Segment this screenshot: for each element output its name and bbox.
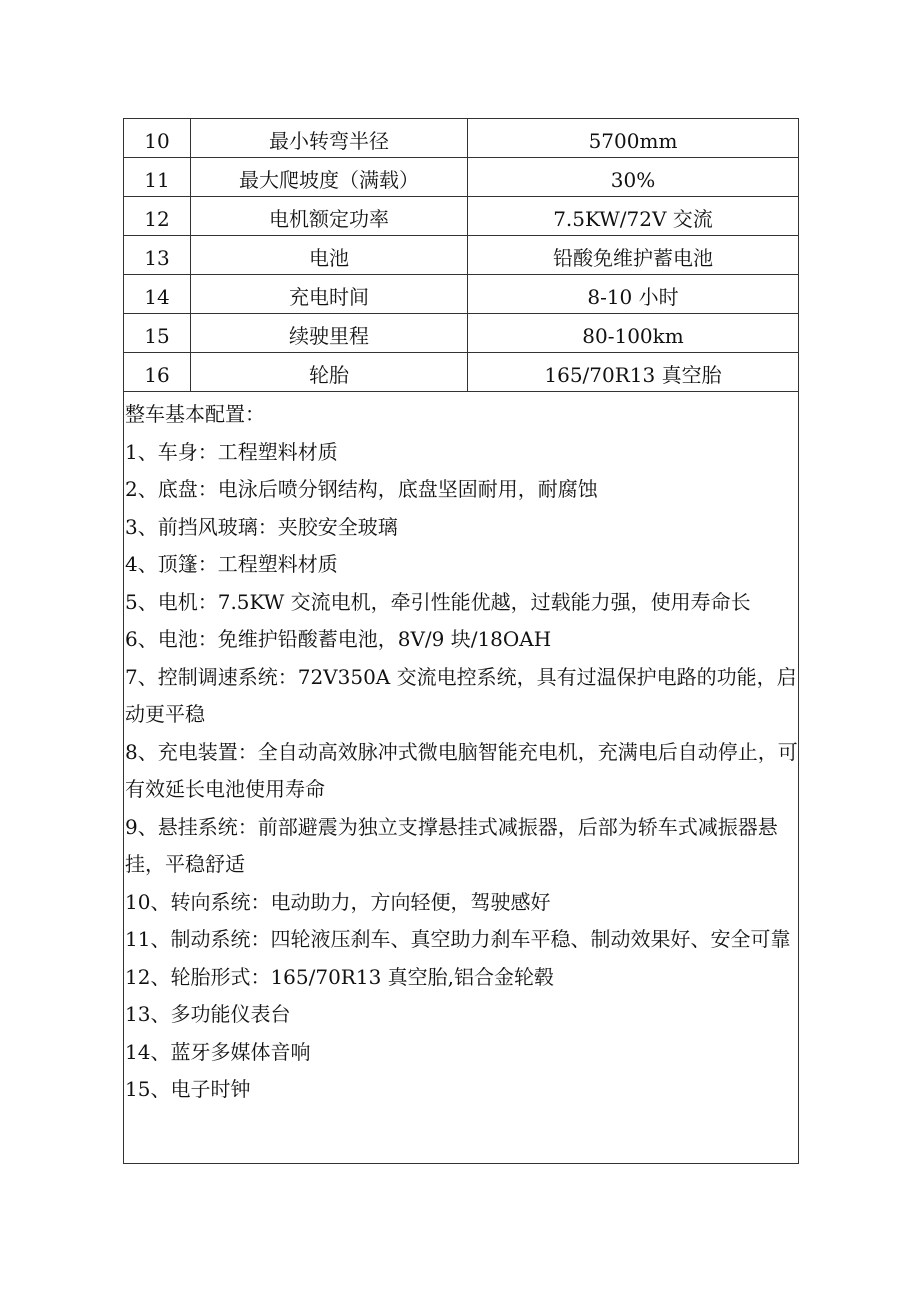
table-row xyxy=(124,353,798,392)
config-item: 12、轮胎形式：165/70R13 真空胎,铝合金轮毂 xyxy=(125,964,555,989)
table-row xyxy=(124,197,798,236)
row-item-name: 最大爬坡度（满载） xyxy=(191,158,468,197)
config-item: 11、制动系统：四轮液压刹车、真空助力刹车平稳、制动效果好、安全可靠 xyxy=(125,927,791,951)
config-item: 6、电池：免维护铅酸蓄电池，8V/9 块/18OAH xyxy=(125,627,552,651)
config-item: 4、顶篷：工程塑料材质 xyxy=(125,552,338,576)
config-item: 15、电子时钟 xyxy=(125,1077,251,1101)
table-row xyxy=(124,314,798,353)
row-item-value: 5700mm xyxy=(468,119,799,158)
table-row xyxy=(124,158,798,197)
row-number: 13 xyxy=(124,236,191,275)
config-item: 10、转向系统：电动助力，方向轻便，驾驶感好 xyxy=(125,889,551,914)
row-item-value: 80-100km xyxy=(468,314,799,353)
row-item-value: 165/70R13 真空胎 xyxy=(468,353,799,392)
table-row xyxy=(124,275,798,314)
row-item-value: 30% xyxy=(468,158,799,197)
config-item: 13、多功能仪表台 xyxy=(125,1002,291,1026)
config-heading: 整车基本配置： xyxy=(125,402,265,426)
config-item: 7、控制调速系统：72V350A 交流电控系统，具有过温保护电路的功能，启动更平稳 xyxy=(125,664,797,726)
row-number: 10 xyxy=(124,119,191,158)
config-item: 3、前挡风玻璃：夹胶安全玻璃 xyxy=(125,514,398,539)
row-item-value: 铅酸免维护蓄电池 xyxy=(468,236,799,275)
row-item-name: 最小转弯半径 xyxy=(191,119,468,158)
row-item-name: 电机额定功率 xyxy=(191,197,468,236)
row-number: 15 xyxy=(124,314,191,353)
row-number: 11 xyxy=(124,158,191,197)
config-item: 9、悬挂系统：前部避震为独立支撑悬挂式减振器，后部为轿车式减振器悬挂，平稳舒适 xyxy=(125,814,778,876)
row-item-name: 续驶里程 xyxy=(191,314,468,353)
table-row xyxy=(124,119,798,158)
row-item-value: 8-10 小时 xyxy=(468,275,799,314)
config-item: 8、充电装置：全自动高效脉冲式微电脑智能充电机，充满电后自动停止，可有效延长电池使用寿命 xyxy=(125,739,798,801)
config-item: 14、蓝牙多媒体音响 xyxy=(125,1039,311,1064)
row-number: 14 xyxy=(124,275,191,314)
spec-document xyxy=(123,118,799,1164)
config-item: 2、底盘：电泳后喷分钢结构，底盘坚固耐用，耐腐蚀 xyxy=(125,477,598,501)
spec-table xyxy=(124,119,798,392)
row-item-name: 充电时间 xyxy=(191,275,468,314)
row-item-name: 电池 xyxy=(191,236,468,275)
row-item-name: 轮胎 xyxy=(191,353,468,392)
row-number: 12 xyxy=(124,197,191,236)
row-item-value: 7.5KW/72V 交流 xyxy=(468,197,799,236)
table-row xyxy=(124,236,798,275)
config-section xyxy=(124,392,798,1109)
row-number: 16 xyxy=(124,353,191,392)
config-item: 1、车身：工程塑料材质 xyxy=(125,439,338,464)
config-item: 5、电机：7.5KW 交流电机，牵引性能优越，过载能力强，使用寿命长 xyxy=(125,589,751,614)
